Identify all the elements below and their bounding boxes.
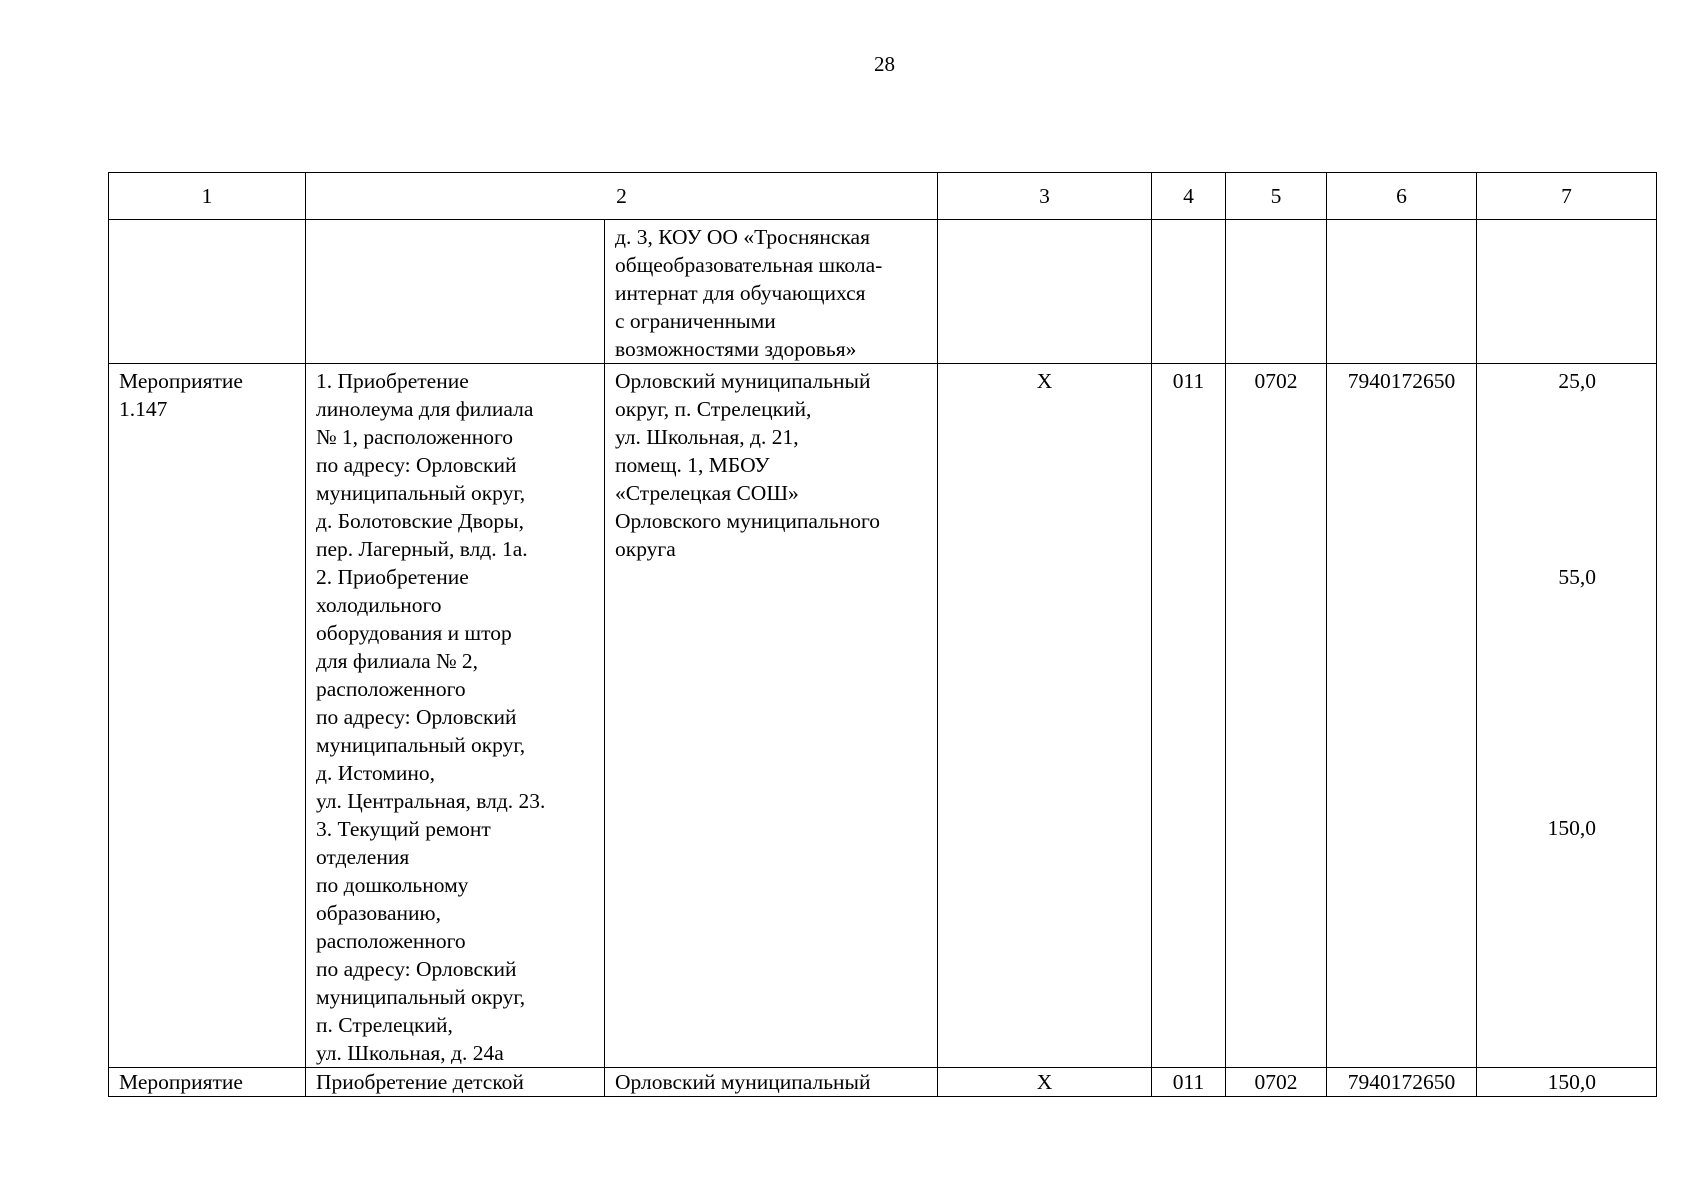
amount-value: 55,0 [1558, 565, 1596, 589]
description-line: для филиала № 2, [316, 649, 478, 673]
amount-cell: 150,0 [1477, 1068, 1657, 1097]
description-line: отделения [316, 845, 410, 869]
description-cell [306, 220, 605, 364]
page-number: 28 [874, 52, 895, 76]
header-cell-4: 4 [1152, 173, 1226, 220]
code-cell: 7940172650 [1327, 364, 1477, 1068]
code-cell [938, 220, 1152, 364]
x-mark-cell: Х [938, 1068, 1152, 1097]
description-cell [306, 364, 605, 1068]
event-label: Мероприятие [119, 369, 243, 393]
address-line: округа [615, 537, 676, 561]
description-line: пер. Лагерный, влд. 1а. [316, 537, 528, 561]
description-line: 2. Приобретение [316, 565, 469, 589]
description-line: муниципальный округ, [316, 733, 526, 757]
code-cell: 0702 [1226, 364, 1327, 1068]
code-cell [1226, 220, 1327, 364]
header-cell-3: 3 [938, 173, 1152, 220]
code-cell: 0702 [1226, 1068, 1327, 1097]
description-line: д. Болотовские Дворы, [316, 509, 524, 533]
address-line: «Стрелецкая СОШ» [615, 481, 799, 505]
header-cell-1: 1 [109, 173, 306, 220]
amount-cell [1477, 364, 1657, 1068]
code-cell: 011 [1152, 1068, 1226, 1097]
table-row [109, 220, 1657, 364]
header-cell-7: 7 [1477, 173, 1657, 220]
header-cell-6: 6 [1327, 173, 1477, 220]
description-line: оборудования и штор [316, 621, 512, 645]
description-line: расположенного [316, 677, 466, 701]
event-number: 1.147 [119, 397, 168, 421]
code-cell [1152, 220, 1226, 364]
header-cell-2: 2 [306, 173, 938, 220]
description-line: ул. Центральная, влд. 23. [316, 789, 546, 813]
description-line: муниципальный округ, [316, 481, 526, 505]
address-cell [605, 364, 938, 1068]
address-line: возможностями здоровья» [615, 337, 857, 361]
description-line: п. Стрелецкий, [316, 1013, 453, 1037]
table-row [109, 364, 1657, 1068]
address-line: д. 3, КОУ ОО «Троснянская [615, 225, 870, 249]
description-line: 3. Текущий ремонт [316, 817, 491, 841]
address-line: общеобразовательная школа- [615, 253, 883, 277]
address-cell [605, 220, 938, 364]
event-cell [109, 220, 306, 364]
address-line: с ограниченными [615, 309, 776, 333]
header-cell-5: 5 [1226, 173, 1327, 220]
header-row [109, 173, 1657, 220]
address-cell: Орловский муниципальный [605, 1068, 938, 1097]
description-line: д. Истомино, [316, 761, 435, 785]
description-cell: Приобретение детской [306, 1068, 605, 1097]
code-cell [1327, 220, 1477, 364]
amount-cell [1477, 220, 1657, 364]
address-line: Орловского муниципального [615, 509, 880, 533]
amount-value: 150,0 [1547, 816, 1596, 840]
description-line: по адресу: Орловский [316, 705, 517, 729]
x-mark-cell: Х [938, 364, 1152, 1068]
event-cell: Мероприятие [109, 1068, 306, 1097]
description-line: холодильного [316, 593, 442, 617]
description-line: линолеума для филиала [316, 397, 534, 421]
address-line: Орловский муниципальный [615, 369, 871, 393]
table-row [109, 1068, 1657, 1097]
description-line: муниципальный округ, [316, 985, 526, 1009]
description-line: образованию, [316, 901, 441, 925]
address-line: округ, п. Стрелецкий, [615, 397, 812, 421]
budget-table [108, 172, 1657, 1097]
description-line: ул. Школьная, д. 24а [316, 1041, 504, 1065]
description-line: 1. Приобретение [316, 369, 469, 393]
event-cell [109, 364, 306, 1068]
code-cell: 7940172650 [1327, 1068, 1477, 1097]
description-line: расположенного [316, 929, 466, 953]
description-line: по дошкольному [316, 873, 469, 897]
address-line: помещ. 1, МБОУ [615, 453, 770, 477]
amount-value: 25,0 [1558, 369, 1596, 393]
description-line: № 1, расположенного [316, 425, 514, 449]
code-cell: 011 [1152, 364, 1226, 1068]
description-line: по адресу: Орловский [316, 957, 517, 981]
address-line: интернат для обучающихся [615, 281, 866, 305]
description-line: по адресу: Орловский [316, 453, 517, 477]
address-line: ул. Школьная, д. 21, [615, 425, 799, 449]
